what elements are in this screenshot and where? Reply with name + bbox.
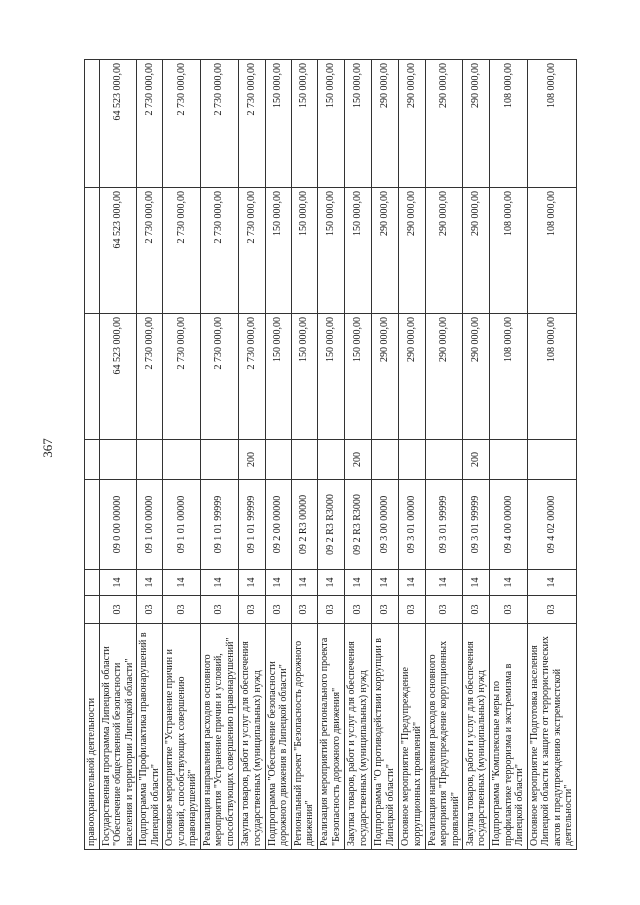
amount-year-3: 2 730 000,00	[200, 60, 238, 188]
table-row	[317, 60, 344, 850]
row-name: Подпрограмма "О противодействии коррупции в Липецкой области"	[371, 624, 398, 850]
expense-type-code: 200	[463, 440, 490, 480]
section-code: 03	[238, 596, 265, 624]
amount-year-2: 150 000,00	[265, 188, 291, 314]
amount-year-3: 108 000,00	[527, 60, 576, 188]
amount-year-1: 2 730 000,00	[163, 314, 201, 440]
row-name: Основное мероприятие "Устранение причин и условий, способствующих совершению правонарушений"	[163, 624, 201, 850]
target-article-code: 09 2 00 00000	[265, 480, 291, 570]
amount-year-3: 64 523 000,00	[99, 60, 137, 188]
expense-type-code	[317, 440, 344, 480]
target-article-code: 09 4 00 00000	[490, 480, 528, 570]
target-article-code: 09 2 R3 00000	[291, 480, 317, 570]
target-article-code: 09 2 R3 R3000	[317, 480, 344, 570]
amount-year-2: 150 000,00	[317, 188, 344, 314]
expense-type-code	[371, 440, 398, 480]
expense-type-code	[137, 440, 163, 480]
row-name: Региональный проект "Безопасность дорожного движения"	[291, 624, 317, 850]
expense-type-code	[425, 440, 463, 480]
amount-year-1: 64 523 000,00	[99, 314, 137, 440]
amount-year-2: 108 000,00	[527, 188, 576, 314]
subsection-code: 14	[163, 570, 201, 596]
section-code: 03	[317, 596, 344, 624]
amount-year-2: 108 000,00	[490, 188, 528, 314]
row-name: Основное мероприятие "Подготовка населения Липецкой области к защите от террористических актов и предупреждению экстремистской деятельности"	[527, 624, 576, 850]
amount-year-2: 64 523 000,00	[99, 188, 137, 314]
expense-type-code	[398, 440, 425, 480]
amount-year-2: 2 730 000,00	[200, 188, 238, 314]
expense-type-code	[291, 440, 317, 480]
expense-type-code: 200	[344, 440, 371, 480]
table-row	[398, 60, 425, 850]
amount-year-2: 150 000,00	[344, 188, 371, 314]
table-row	[490, 60, 528, 850]
table-row	[463, 60, 490, 850]
target-article-code: 09 2 R3 R3000	[344, 480, 371, 570]
amount-year-1: 290 000,00	[463, 314, 490, 440]
amount-year-3: 150 000,00	[344, 60, 371, 188]
section-code: 03	[490, 596, 528, 624]
section-code: 03	[371, 596, 398, 624]
subsection-code: 14	[317, 570, 344, 596]
target-article-code: 09 1 00 00000	[137, 480, 163, 570]
table-row	[371, 60, 398, 850]
table-row	[291, 60, 317, 850]
amount-year-3: 290 000,00	[463, 60, 490, 188]
row-name: Подпрограмма "Обеспечение безопасности дорожного движения в Липецкой области"	[265, 624, 291, 850]
amount-year-2: 290 000,00	[371, 188, 398, 314]
amount-year-3: 150 000,00	[317, 60, 344, 188]
subsection-code: 14	[265, 570, 291, 596]
amount-year-2: 290 000,00	[398, 188, 425, 314]
expense-type-code: 200	[238, 440, 265, 480]
amount-year-3: 2 730 000,00	[238, 60, 265, 188]
table-row	[137, 60, 163, 850]
section-code: 03	[425, 596, 463, 624]
section-code: 03	[463, 596, 490, 624]
amount-year-1: 150 000,00	[265, 314, 291, 440]
section-code: 03	[200, 596, 238, 624]
row-name: Закупка товаров, работ и услуг для обеспечения государственных (муниципальных) нужд	[238, 624, 265, 850]
amount-year-3: 290 000,00	[371, 60, 398, 188]
amount-year-2: 2 730 000,00	[238, 188, 265, 314]
subsection-code: 14	[371, 570, 398, 596]
target-article-code: 09 1 01 99999	[200, 480, 238, 570]
subsection-code: 14	[425, 570, 463, 596]
subsection-code: 14	[200, 570, 238, 596]
amount-year-1: 2 730 000,00	[137, 314, 163, 440]
target-article-code: 09 3 01 99999	[463, 480, 490, 570]
table-row	[527, 60, 576, 850]
section-code: 03	[137, 596, 163, 624]
table-row	[265, 60, 291, 850]
subsection-code: 14	[490, 570, 528, 596]
amount-year-3: 290 000,00	[398, 60, 425, 188]
expense-type-code	[200, 440, 238, 480]
subsection-code: 14	[398, 570, 425, 596]
section-code: 03	[398, 596, 425, 624]
table-row	[344, 60, 371, 850]
target-article-code: 09 1 01 00000	[163, 480, 201, 570]
row-name: Реализация направления расходов основного мероприятия "Предупреждение коррупционных проявлений"	[425, 624, 463, 850]
subsection-code: 14	[137, 570, 163, 596]
target-article-code: 09 3 01 00000	[398, 480, 425, 570]
amount-year-1: 150 000,00	[344, 314, 371, 440]
expense-type-code	[265, 440, 291, 480]
section-code: 03	[291, 596, 317, 624]
amount-year-1: 2 730 000,00	[200, 314, 238, 440]
amount-year-3: 150 000,00	[291, 60, 317, 188]
table-row	[99, 60, 137, 850]
amount-year-1: 150 000,00	[317, 314, 344, 440]
subsection-code: 14	[463, 570, 490, 596]
table-row	[425, 60, 463, 850]
amount-year-3: 108 000,00	[490, 60, 528, 188]
rotated-page	[84, 60, 574, 850]
subsection-code: 14	[238, 570, 265, 596]
subsection-code: 14	[291, 570, 317, 596]
amount-year-2: 290 000,00	[463, 188, 490, 314]
target-article-code: 09 3 00 00000	[371, 480, 398, 570]
amount-year-1: 290 000,00	[398, 314, 425, 440]
subsection-code: 14	[99, 570, 137, 596]
row-name: правоохранительной деятельности	[85, 624, 100, 850]
amount-year-1: 290 000,00	[371, 314, 398, 440]
expense-type-code	[163, 440, 201, 480]
subsection-code: 14	[527, 570, 576, 596]
section-code: 03	[99, 596, 137, 624]
amount-year-2: 2 730 000,00	[163, 188, 201, 314]
target-article-code: 09 0 00 00000	[99, 480, 137, 570]
row-name: Закупка товаров, работ и услуг для обеспечения государственных (муниципальных) нужд	[463, 624, 490, 850]
amount-year-2: 150 000,00	[291, 188, 317, 314]
expense-type-code	[490, 440, 528, 480]
expense-type-code	[527, 440, 576, 480]
budget-table	[84, 59, 577, 850]
amount-year-3: 290 000,00	[425, 60, 463, 188]
amount-year-3: 2 730 000,00	[137, 60, 163, 188]
row-name: Закупка товаров, работ и услуг для обеспечения государственных (муниципальных) нужд	[344, 624, 371, 850]
row-name: Основное мероприятие "Предупреждение коррупционных проявлений"	[398, 624, 425, 850]
row-name: Реализация направления расходов основного мероприятия "Устранение причин и условий, способствующих совершению правонарушений"	[200, 624, 238, 850]
target-article-code: 09 1 01 99999	[238, 480, 265, 570]
target-article-code: 09 4 02 00000	[527, 480, 576, 570]
row-name: Реализация мероприятий регионального проекта "Безопасность дорожного движения"	[317, 624, 344, 850]
section-code: 03	[344, 596, 371, 624]
section-code: 03	[265, 596, 291, 624]
row-name: Подпрограмма "Профилактика правонарушений в Липецкой области"	[137, 624, 163, 850]
section-code: 03	[163, 596, 201, 624]
row-name: Государственная программа Липецкой области "Обеспечение общественной безопасности населения и территории Липецкой области"	[99, 624, 137, 850]
amount-year-2: 2 730 000,00	[137, 188, 163, 314]
target-article-code: 09 3 01 99999	[425, 480, 463, 570]
subsection-code: 14	[344, 570, 371, 596]
amount-year-1: 108 000,00	[490, 314, 528, 440]
expense-type-code	[99, 440, 137, 480]
row-name: Подпрограмма "Комплексные меры по профилактике терроризма и экстремизма в Липецкой области"	[490, 624, 528, 850]
budget-table-sheet	[84, 60, 574, 850]
table-row-header	[85, 60, 100, 850]
table-row	[163, 60, 201, 850]
amount-year-3: 2 730 000,00	[163, 60, 201, 188]
page-number: 367	[40, 438, 55, 458]
amount-year-1: 108 000,00	[527, 314, 576, 440]
amount-year-1: 2 730 000,00	[238, 314, 265, 440]
amount-year-1: 290 000,00	[425, 314, 463, 440]
amount-year-1: 150 000,00	[291, 314, 317, 440]
table-row	[238, 60, 265, 850]
amount-year-3: 150 000,00	[265, 60, 291, 188]
section-code: 03	[527, 596, 576, 624]
amount-year-2: 290 000,00	[425, 188, 463, 314]
table-row	[200, 60, 238, 850]
